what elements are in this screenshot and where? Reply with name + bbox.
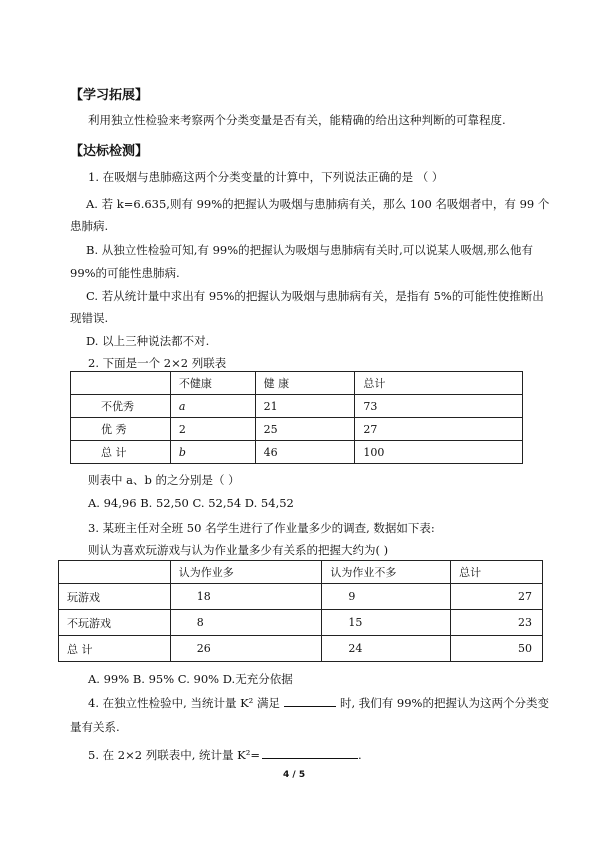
table-cell: b xyxy=(170,441,255,464)
table-cell: 18 xyxy=(170,584,322,610)
table-cell: 23 xyxy=(451,610,543,636)
table-cell: 26 xyxy=(170,636,322,662)
section-title-expand: 【学习拓展】 xyxy=(70,88,149,103)
q5-answer-blank[interactable] xyxy=(262,747,358,759)
table-cell: 46 xyxy=(255,441,355,464)
table-cell: 玩游戏 xyxy=(59,584,171,610)
table-cell xyxy=(59,561,171,584)
table-cell: 27 xyxy=(355,418,523,441)
table-cell: 100 xyxy=(355,441,523,464)
contingency-table-2 xyxy=(58,560,543,662)
table-cell: 21 xyxy=(255,395,355,418)
table-row xyxy=(71,372,523,395)
q1-option-a-line1: A. 若 k=6.635,则有 99%的把握认为吸烟与患肺病有关，那么 100 名吸烟者中，有 99 个 xyxy=(86,197,550,211)
q1-option-c-line1: C. 若从统计量中求出有 95%的把握认为吸烟与患肺病有关，是指有 5%的可能性使推断出 xyxy=(86,289,544,303)
table-row xyxy=(59,610,543,636)
table-row xyxy=(71,395,523,418)
expand-text: 利用独立性检验来考察两个分类变量是否有关，能精确的给出这种判断的可靠程度. xyxy=(88,113,506,127)
q1-option-a-line2: 患肺病. xyxy=(70,219,109,233)
table-cell: 健 康 xyxy=(255,372,355,395)
table-cell: 总 计 xyxy=(71,441,171,464)
table-cell: 25 xyxy=(255,418,355,441)
table-cell: 总计 xyxy=(355,372,523,395)
table-row xyxy=(59,561,543,584)
q2-options: A. 94,96 B. 52,50 C. 52,54 D. 54,52 xyxy=(88,496,294,510)
q3-options: A. 99% B. 95% C. 90% D.无充分依据 xyxy=(88,672,293,686)
table-cell: 认为作业不多 xyxy=(322,561,451,584)
table-cell: 24 xyxy=(322,636,451,662)
table-row xyxy=(71,418,523,441)
q2-stem: 2. 下面是一个 2×2 列联表 xyxy=(88,356,227,370)
q3-stem: 3. 某班主任对全班 50 名学生进行了作业量多少的调查, 数据如下表: xyxy=(88,521,435,535)
table-cell: 15 xyxy=(322,610,451,636)
q1-option-d: D. 以上三种说法都不对. xyxy=(86,334,210,348)
section-title-test: 【达标检测】 xyxy=(70,144,149,159)
q1-option-c-line2: 现错误. xyxy=(70,311,109,325)
q2-question: 则表中 a、b 的之分别是（ ） xyxy=(88,473,240,487)
table-cell: 9 xyxy=(322,584,451,610)
table-row xyxy=(59,584,543,610)
table-cell: 认为作业多 xyxy=(170,561,322,584)
table-cell xyxy=(71,372,171,395)
page-number: 4 / 5 xyxy=(283,770,306,780)
q4-line1: 4. 在独立性检验中, 当统计量 K² 满足 时, 我们有 99%的把握认为这两个分类变 xyxy=(88,696,549,710)
table-cell: 2 xyxy=(170,418,255,441)
q4-answer-blank[interactable] xyxy=(284,695,336,707)
table-cell: 优 秀 xyxy=(71,418,171,441)
q3-question: 则认为喜欢玩游戏与认为作业量多少有关系的把握大约为( ) xyxy=(88,543,389,557)
q1-stem: 1. 在吸烟与患肺癌这两个分类变量的计算中，下列说法正确的是 （ ） xyxy=(88,170,444,184)
q5-line: 5. 在 2×2 列联表中, 统计量 K²= . xyxy=(88,748,362,762)
table-row xyxy=(59,636,543,662)
table-cell: 总计 xyxy=(451,561,543,584)
q1-option-b-line1: B. 从独立性检验可知,有 99%的把握认为吸烟与患肺病有关时,可以说某人吸烟,那么他有 xyxy=(86,243,533,257)
table-cell: a xyxy=(170,395,255,418)
q1-option-b-line2: 99%的可能性患肺病. xyxy=(70,266,180,280)
table-row xyxy=(71,441,523,464)
table-cell: 总 计 xyxy=(59,636,171,662)
table-cell: 不健康 xyxy=(170,372,255,395)
table-cell: 不优秀 xyxy=(71,395,171,418)
contingency-table-1 xyxy=(70,371,523,464)
table-cell: 8 xyxy=(170,610,322,636)
table-cell: 不玩游戏 xyxy=(59,610,171,636)
q4-line2: 量有关系. xyxy=(70,720,120,734)
table-cell: 27 xyxy=(451,584,543,610)
table-cell: 50 xyxy=(451,636,543,662)
table-cell: 73 xyxy=(355,395,523,418)
